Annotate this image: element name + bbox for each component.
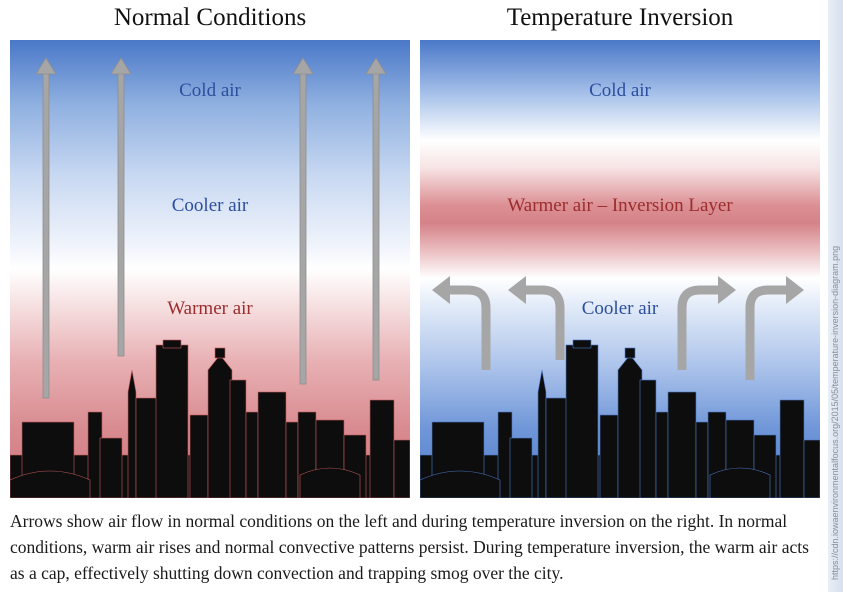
- cold-air-label: Cold air: [179, 80, 241, 101]
- inversion-layer-label: Warmer air – Inversion Layer: [507, 195, 733, 216]
- source-url: https://cdn.iowaenvironmentalfocus.org/2015/05/temperature-inversion-diagram.png: [830, 245, 840, 580]
- temperature-inversion-title: Temperature Inversion: [506, 4, 734, 31]
- diagram-caption: Arrows show air flow in normal conditions on the left and during temperature inversion on the right. In normal conditions, warm air rises and normal convective patterns persist. During temperature inversion, the warm air acts as a cap, effectively shutting down convection and trapping smog over the city.: [10, 511, 809, 583]
- temperature-inversion-panel: [420, 40, 820, 498]
- city-skyline-left: [10, 40, 410, 498]
- cooler-air-label: Cooler air: [171, 195, 249, 216]
- normal-conditions-panel: [10, 40, 410, 498]
- city-skyline-right: [420, 40, 820, 498]
- warmer-air-label: Warmer air: [167, 298, 253, 319]
- normal-conditions-title: Normal Conditions: [113, 4, 307, 31]
- cooler-air-label: Cooler air: [581, 298, 659, 319]
- cold-air-label: Cold air: [589, 80, 651, 101]
